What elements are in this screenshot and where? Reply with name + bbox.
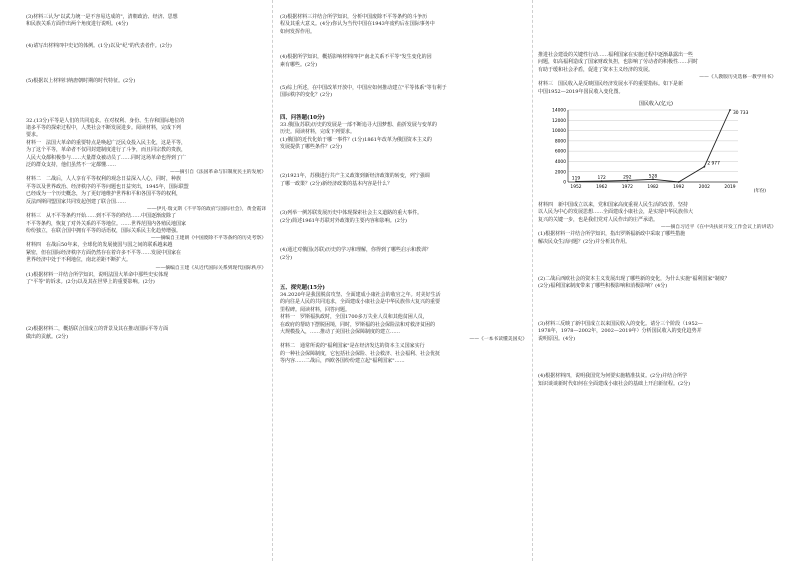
material-1: 材料一 法国大革命的重要特点是唤起广泛民众投入民主化，这是平等， 为了这个平等，革命者不仅同封建制度进行了斗争，而且同宗教的贵族， 人民大众都积极参与……大量群众被动员了……同时这场革命也得到了广 泛的群众支持，他们虽然不一定都懂…… <box>26 139 187 169</box>
material-1: 材料一 罗斯福执政时，全国1700多万失业人员和其他贫困人员， 在政府的帮助下摆脱困境，同时，罗斯福的社会保险法和对救济贫困的 大规模投入，……推动了美国社会保障制度的建立…… <box>280 314 436 335</box>
x-tick-label: 1972 <box>621 185 633 191</box>
material-1-source: ——摘引自《法国革命与旧制度民主的发展》 <box>170 170 266 176</box>
y-axis-title: 国民收入(亿元) <box>639 101 673 108</box>
section-4-title: 四、问答题(10分) <box>280 114 325 121</box>
sub-question-4: (4)通过对俄国(苏联)历史的学习和理解，你得到了哪些启示和教训？ (2分) <box>280 247 431 261</box>
x-tick-label: 1992 <box>673 185 685 191</box>
data-label: 528 <box>648 174 658 180</box>
x-tick-label: 2019 <box>724 185 736 191</box>
material-3: 材料三 国民收入是反映国民经济发展水平的重要指标。如下是新 中国1952—2019年国民收入变化图。 <box>538 81 684 95</box>
sub-question-1: (1)根据材料一并结合所学知识，说明法国大革命中那些史实体现 了"平等"的诉求。(2分)以及其在世界上的重要影响。(2分) <box>26 271 169 285</box>
data-label: 172 <box>597 176 606 182</box>
series-line <box>576 110 730 182</box>
data-point <box>729 109 731 111</box>
sub-question-2: (2)根据材料二，概括联合国成立的背景及其在推动国际平等方面 做出的贡献。(2分) <box>26 326 169 340</box>
chart-grid <box>568 110 738 182</box>
material-2-source: ——伊凡·瑞文斯《不平等的政府与国际社会》，黄金霞译 <box>146 207 266 213</box>
sub-question-4: (4)根据材料四，说明我国党为何要实施精准扶贫。(2分)并结合所学 知识谈谈新时代如何在全面建成小康社会的基础上开启新征程。(2分) <box>538 373 691 387</box>
x-tick-label: 2002 <box>698 185 710 191</box>
material-4-source: ——摘编自王建《从近代国际关系到现代国际秩序》 <box>155 265 266 271</box>
y-tick-labels <box>552 108 566 186</box>
data-label: 30 733 <box>733 111 749 117</box>
national-income-chart <box>538 98 776 196</box>
question-3: (3)材料三认为"以武力统一是不容易达成的"，清朝政治、经济、思想 和民族关系方面作出两个角度进行说明。(4分) <box>26 14 178 28</box>
data-label: 119 <box>571 176 581 182</box>
material-4: 材料四 在战后50年来，全球化的发展使国与国之间的联系越来越 紧密，但在国际经济秩序方面仍然存在着许多不平等……发展中国家在 世界经济中处于不利地位，南北差距不断扩大。 <box>26 242 182 264</box>
sub-question-3: (3)列举一例苏联发展历史中体现探索社会主义道路的重大事件。 (2分)简述1961年苏联对外政策的主要内容和影响。(2分) <box>280 210 423 224</box>
sub-question-2: (2)二战后西欧社会的资本主义发展出现了哪些新的变化，为什么实施"福利国家"制度？ (2分)福利国家制度带来了哪些积极影响和消极影响？(4分) <box>538 276 730 290</box>
column-divider <box>532 0 533 561</box>
y-tick-label: 2000 <box>554 170 566 176</box>
question-3: (3)根据材料三并结合所学知识，分析中国废除不平等条约的斗争历 程及其重大意义。(4分)你认为当代中国在1943年废约后在国际事务中 如何发挥作用。 <box>280 14 435 35</box>
sub-question-3: (3)材料三反映了新中国成立以来国民收入的变化。请分三个阶段（1952— 1978年，1978—2002年，2002—2019年）分析国民收入的变化趋势并 说明原因。(4分) <box>538 320 703 342</box>
data-point <box>678 181 680 183</box>
column-right <box>538 0 776 561</box>
material-2-source: ——《人教版历史选修一教学用书》 <box>699 75 776 81</box>
column-divider <box>272 0 273 561</box>
material-1-source: ——《一本书读懂美国史》 <box>469 337 527 343</box>
material-4: 材料四 新中国成立以来，党和国家高度重视人民生活的改善，坚持 以人民为中心的发展思想……全面建成小康社会，是实现中华民族伟大 复兴的关键一步，也是我们党对人民作出的庄严承诺。 <box>538 202 694 223</box>
y-tick-label: 6000 <box>554 149 566 155</box>
y-tick-label: 14000 <box>552 108 566 114</box>
data-label: 2 977 <box>707 161 720 167</box>
material-4-source: ——摘自习近平《在中央扶贫开发工作会议上的讲话》 <box>660 225 776 231</box>
x-tick-label: 1952 <box>570 185 582 191</box>
question-33: 33.俄国(苏联)历史的发展是一部不断追寻大国梦想、曲折发展与变革的 历史。阅读材料，完成下列要求。 <box>280 121 437 136</box>
y-tick-label: 4000 <box>554 160 566 166</box>
data-label: 292 <box>623 175 632 181</box>
question-4: (4)请写出材料四中史记的体例。(1分)以及"纪"的代表者作。(2分) <box>26 42 172 49</box>
x-tick-label: 1962 <box>596 185 608 191</box>
material-3: 材料三 从不平等条约开始……到不平等的终结……中国逐渐废除了 不平等条约，恢复了对外关系的平等地位。……世界范围内各殖民地国家 纷纷独立，在联合国中拥有平等的话语权，国际关系民主化趋势增强。 <box>26 213 187 234</box>
question-5: (5)综上所述，在中国改革开放中，中国应如何推动建立"平等体系"等有利于 国际秩序的变化？(2分) <box>280 85 447 99</box>
sub-question-1: (1)根据材料一并结合所学知识，指出罗斯福新政中采取了哪些措施 解决民众生活问题？(2分)并分析其作用。 <box>538 231 686 245</box>
question-5: (5)根据以上材料归纳唐朝时期的时代特征。(2分) <box>26 78 136 85</box>
question-34: 34.2020年是我国脱贫攻坚、全面建成小康社会的收官之年。对美好生活 的向往是人民的共同追求，全面建成小康社会是中华民族伟大复兴的重要 里程碑。阅读材料，回答问题。 <box>280 291 441 313</box>
material-2: 材料二 二战后，人人享有平等权利的观念日益深入人心，同时，种族 平等以及世界政治、经济秩序的平等问题也日益突出，1945年，国际联盟 已经成为一个历史概念，为了更好地维护世界和平和各国平等的权利， 反法西斯同盟国家共同发起创建了联合国…… <box>26 176 189 205</box>
y-tick-label: 12000 <box>552 118 566 124</box>
column-middle <box>280 0 527 561</box>
data-point <box>703 166 705 168</box>
y-tick-label: 0 <box>563 180 566 186</box>
x-axis-title: (年份) <box>753 189 766 195</box>
sub-question-1: (1)俄国的近代化始于哪一事件？(1分)1861年改革为俄国资本主义的 发展提供了哪些条件？(2分) <box>280 136 432 151</box>
section-5-title: 五、探究题(15分) <box>280 284 325 291</box>
material-2: 材料二 通常所说的"福利国家"是在经济发达的资本主义国家实行 的一种社会保障制度，它包括社会保险、社会救济、社会福利、社会优抚 等内容……二战后，西欧各国纷纷建立起"福利国家"…… <box>280 343 441 365</box>
x-tick-label: 1982 <box>647 185 659 191</box>
question-32-intro: 32.(13分)平等是人们的共同追求。在对权利、身份、生存和国际地位的 诸多平等的探索过程中，人类社会不断发展进步。阅读材料，完成下列 要求。 <box>26 117 185 139</box>
sub-question-2: (2)1921年，苏俄进行共产主义政策到新经济政策的转变，列宁强调 了哪一政策？(2分)新经济政策的基本内容是什么？ <box>280 173 430 187</box>
y-tick-label: 10000 <box>552 129 566 135</box>
y-tick-label: 8000 <box>554 139 566 145</box>
x-tick-labels <box>570 184 735 190</box>
question-4: (4)根据所学知识，概括影响材料四中"南北关系不平等"发生变化的因 素有哪些。(2分) <box>280 54 432 68</box>
data-labels <box>572 110 749 181</box>
material-2-continued: 推进社会建设的关键性行动……福利国家在实施过程中逐渐暴露出一些 问题，如高福利造成了国家财政负担，也影响了劳动者的积极性……同时 有助于缓和社会矛盾，促进了资本主义经济的发展。 <box>538 52 699 73</box>
material-3-source: ——摘编自王建朗《中国废除不平等条约的历史考察》 <box>150 236 266 242</box>
column-left <box>26 0 266 561</box>
